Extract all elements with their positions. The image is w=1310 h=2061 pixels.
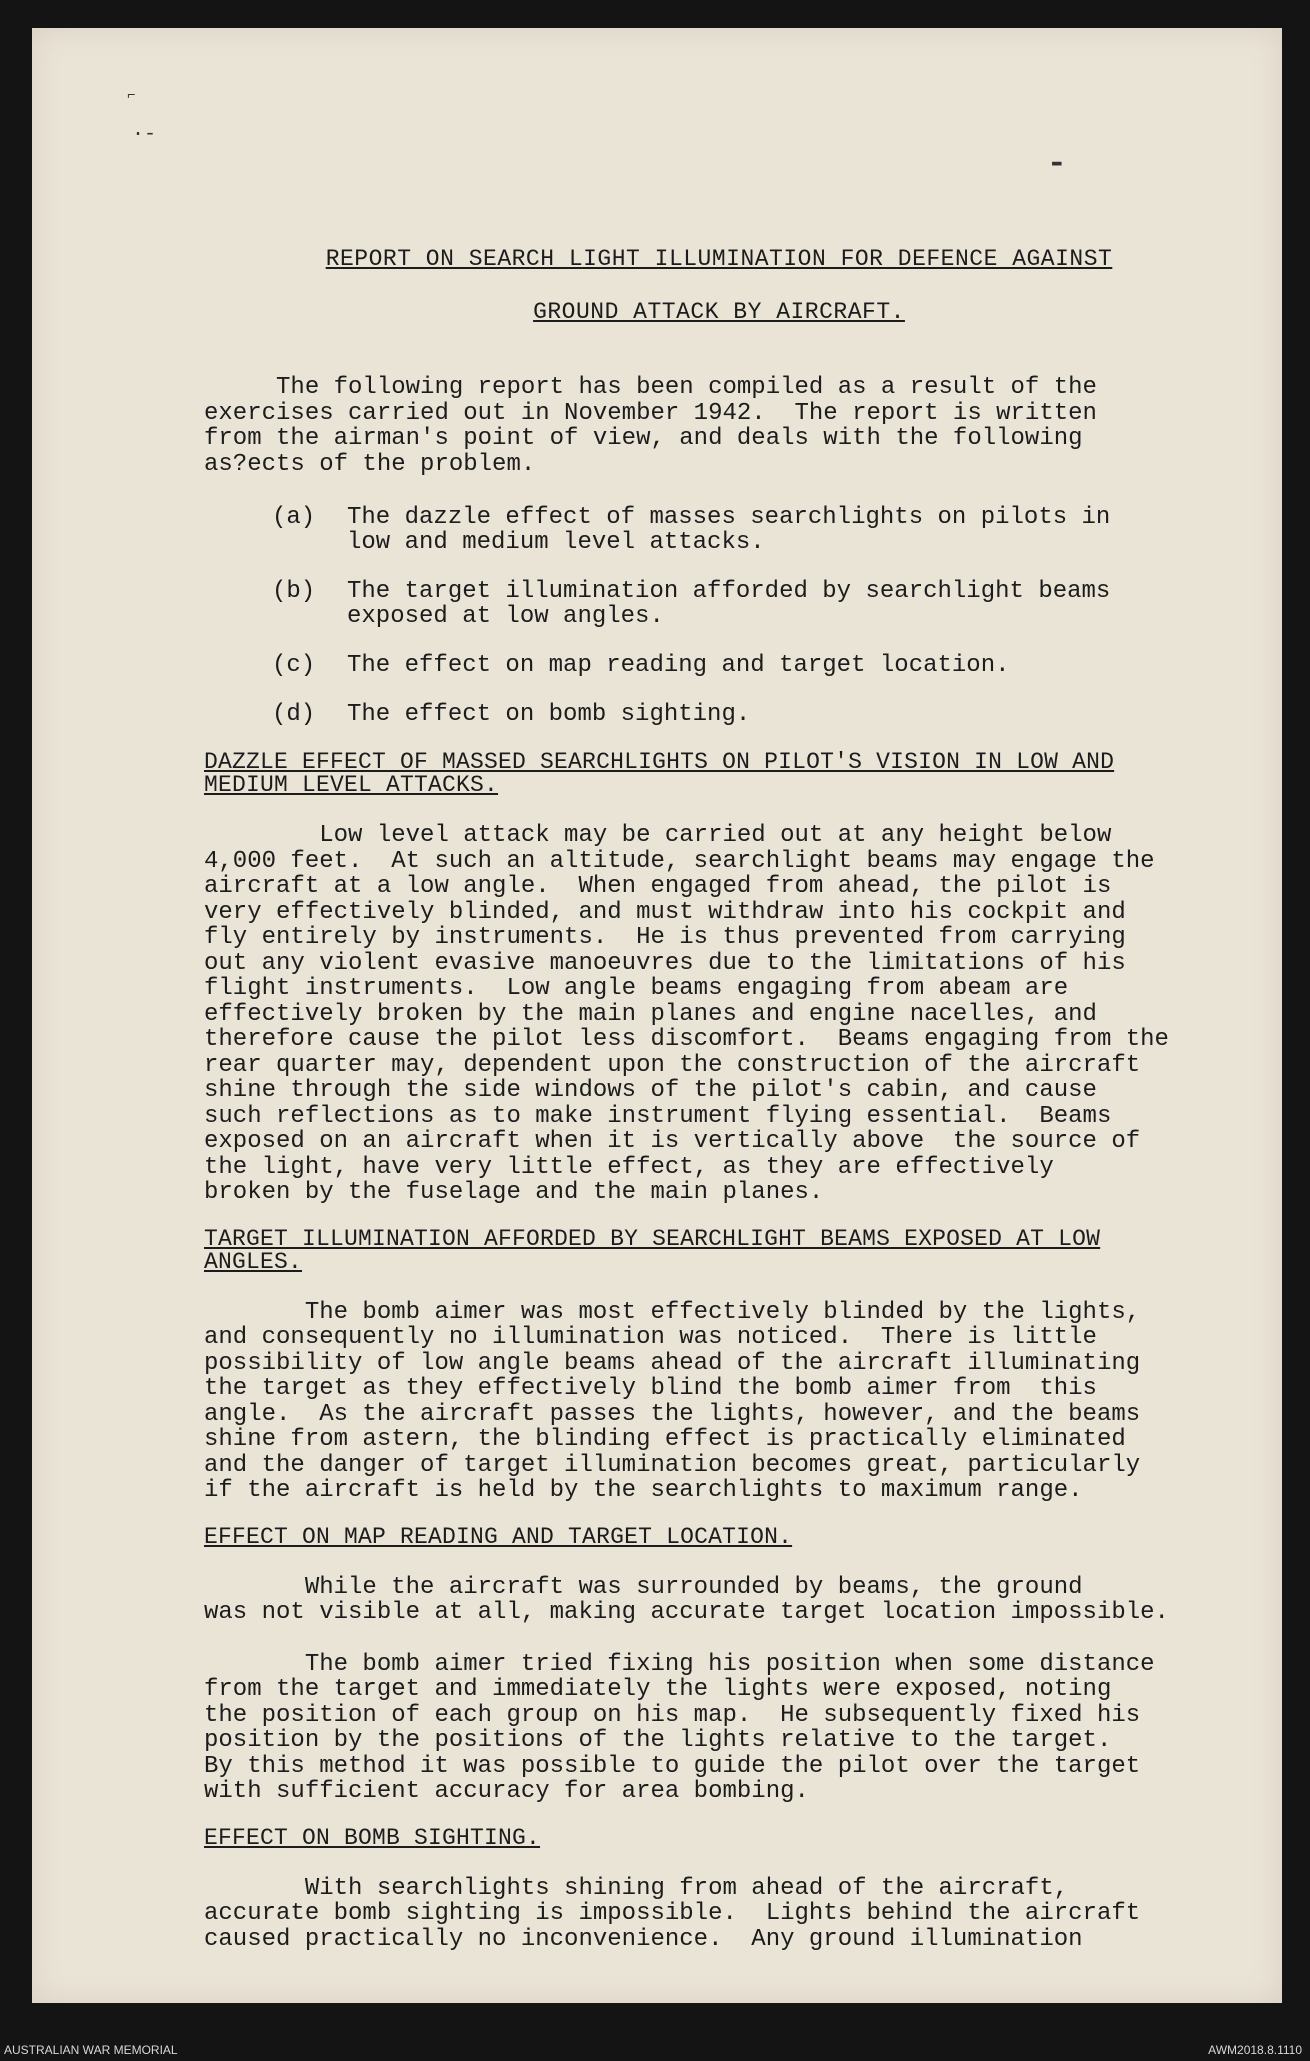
list-item-label: (b) bbox=[272, 578, 316, 605]
punch-mark: ·- bbox=[132, 123, 157, 146]
list-item-text: The effect on map reading and target location. bbox=[347, 652, 1010, 679]
list-item-label: (d) bbox=[272, 701, 316, 728]
section-paragraph: The bomb aimer was most effectively blinded by the lights, and consequently no illumination was noticed. There is little possibility of low angle beams ahead of the aircraft illuminating the target as they effectively blind the bomb aimer from this angle. As the aircraft passes the lights, however, and the beams shine from astern, the blinding effect is practically eliminated and the danger of target illumination becomes great, particularly if the aircraft is held by the searchlights to maximum range. bbox=[204, 1298, 1141, 1504]
problem-list bbox=[204, 505, 1234, 727]
section-heading-map-reading: EFFECT ON MAP READING AND TARGET LOCATION. bbox=[204, 1523, 793, 1550]
list-item bbox=[204, 702, 1234, 727]
punch-mark-2: ▬ bbox=[1052, 153, 1062, 171]
document-title-line1: REPORT ON SEARCH LIGHT ILLUMINATION FOR DEFENCE AGAINST bbox=[325, 246, 1113, 272]
list-item-label: (a) bbox=[272, 504, 316, 531]
document-body bbox=[204, 208, 1234, 1952]
section-paragraph: Low level attack may be carried out at any height below 4,000 feet. At such an altitude, searchlight beams may engage the aircraft at a low angle. When engaged from ahead, the pilot is very effectively blinded, and must withdraw into his cockpit and fly entirely by instruments. He is thus prevented from carrying out any violent evasive manoeuvres due to the limitations of his flight instruments. Low angle beams engaging from abeam are effectively broken by the main planes and engine nacelles, and therefore cause the pilot less discomfort. Beams engaging from the rear quarter may, dependent upon the construction of the aircraft shine through the side windows of the pilot's cabin, and cause such reflections as to make instrument flying essential. Beams exposed on an aircraft when it is vertically above the source of the light, have very little effect, as they are effectively broken by the fuselage and the main planes. bbox=[204, 822, 1169, 1206]
section-heading-dazzle: DAZZLE EFFECT OF MASSED SEARCHLIGHTS ON PILOT'S VISION IN LOW AND MEDIUM LEVEL ATTACKS. bbox=[204, 749, 1115, 798]
list-item bbox=[204, 653, 1234, 678]
section-paragraph: The bomb aimer tried fixing his position when some distance from the target and immediately the lights were exposed, noting the position of each group on his map. He subsequently fixed his position by the positions of the lights relative to the target. By this method it was possible to guide the pilot over the target with sufficient accuracy for area bombing. bbox=[204, 1650, 1155, 1805]
section-paragraph: With searchlights shining from ahead of the aircraft, accurate bomb sighting is impossible. Lights behind the aircraft caused practically no inconvenience. Any ground illumination bbox=[204, 1874, 1141, 1953]
section-heading-bomb-sighting: EFFECT ON BOMB SIGHTING. bbox=[204, 1824, 541, 1851]
intro-paragraph: The following report has been compiled as a result of the exercises carried out in November 1942. The report is written from the airman's point of view, and deals with the following as?ects of the problem. bbox=[204, 374, 1097, 478]
list-item-text: The target illumination afforded by searchlight beams exposed at low angles. bbox=[347, 578, 1111, 630]
footer-accession-number: AWM2018.8.1110 bbox=[1208, 2043, 1302, 2057]
list-item bbox=[204, 579, 1234, 629]
section-paragraph: While the aircraft was surrounded by beams, the ground was not visible at all, making accurate target location impossible. bbox=[204, 1573, 1169, 1626]
list-item-text: The dazzle effect of masses searchlights on pilots in low and medium level attacks. bbox=[347, 504, 1111, 556]
document-title-line2: GROUND ATTACK BY AIRCRAFT. bbox=[533, 299, 905, 325]
staple-mark: ⌐ bbox=[127, 88, 136, 104]
list-item-text: The effect on bomb sighting. bbox=[347, 701, 751, 728]
footer-credit: AUSTRALIAN WAR MEMORIAL bbox=[4, 2043, 178, 2057]
section-heading-target-illumination: TARGET ILLUMINATION AFFORDED BY SEARCHLIGHT BEAMS EXPOSED AT LOW ANGLES. bbox=[204, 1225, 1101, 1275]
list-item bbox=[204, 505, 1234, 555]
list-item-label: (c) bbox=[272, 652, 316, 679]
document-page bbox=[32, 28, 1282, 2003]
